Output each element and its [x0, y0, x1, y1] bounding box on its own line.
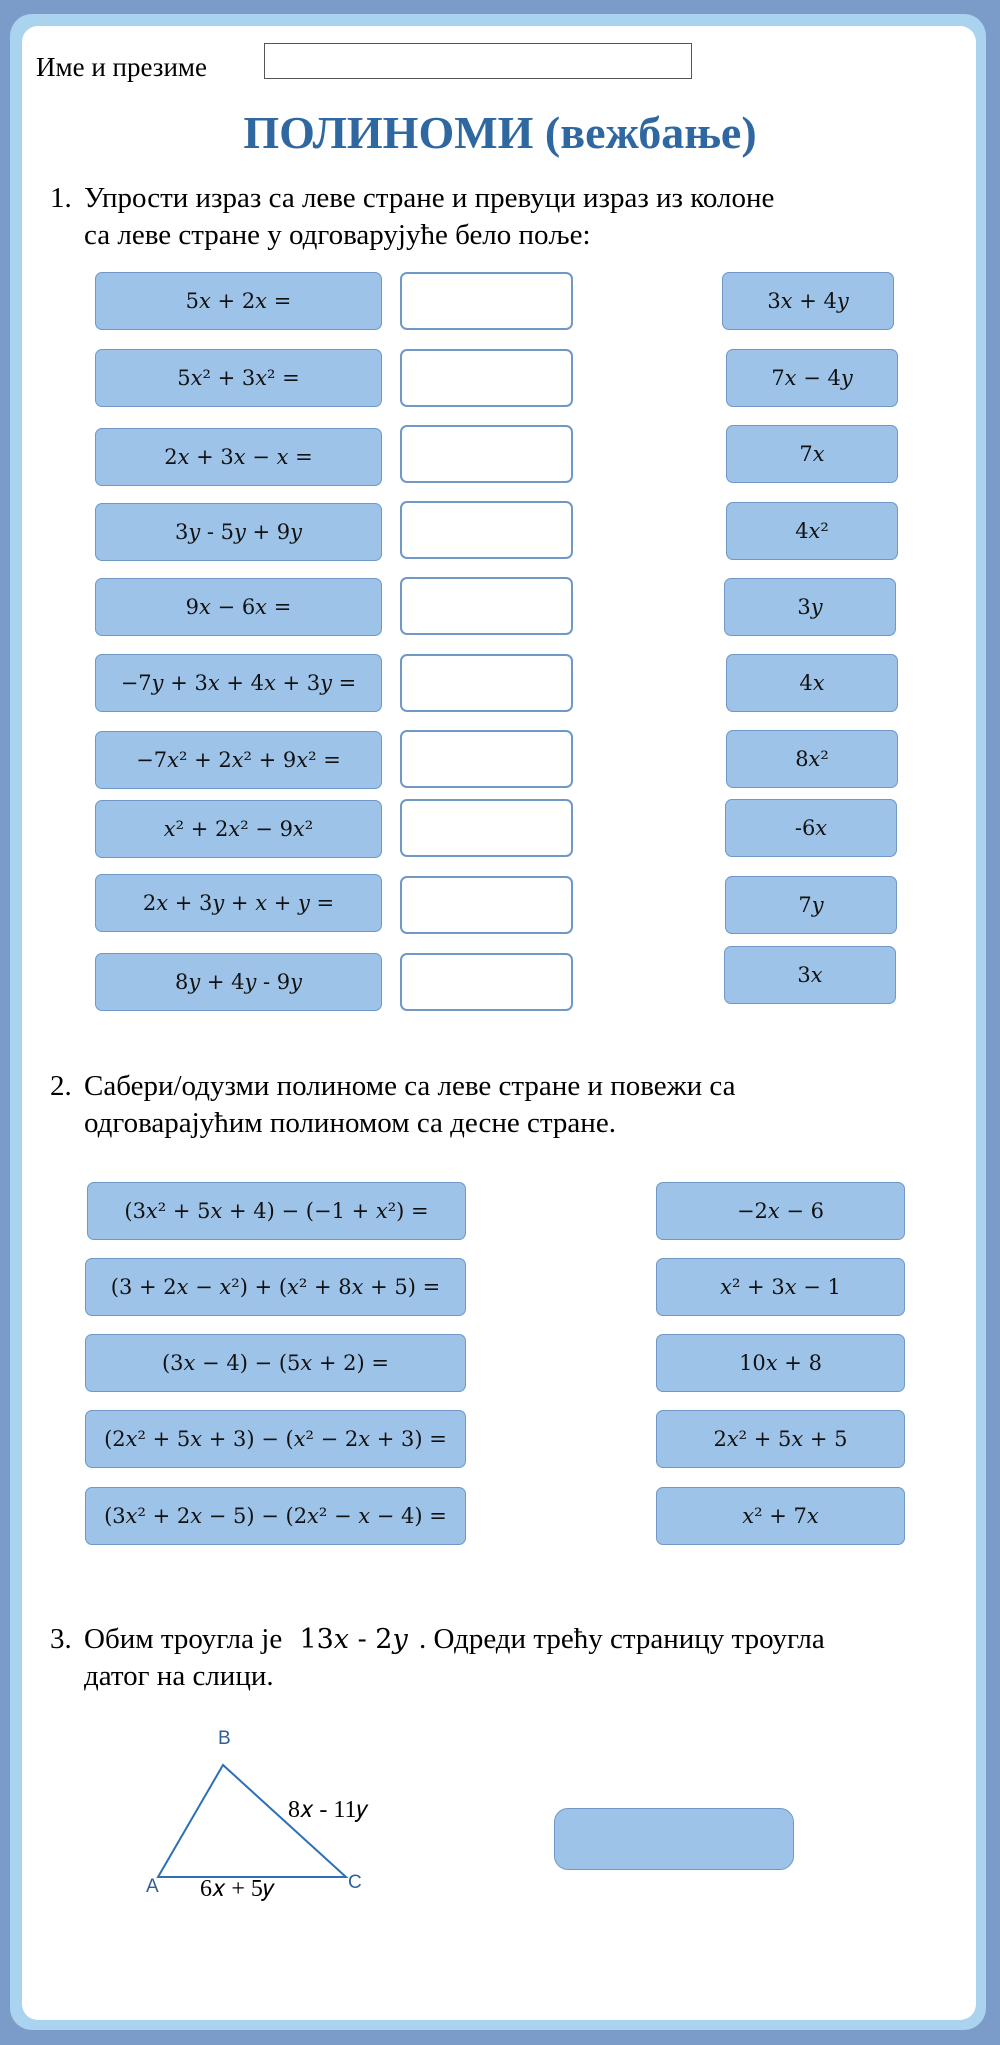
- draggable-answer-tile[interactable]: -6𝑥: [725, 799, 897, 857]
- answer-drop-zone[interactable]: [400, 425, 573, 483]
- side-ac-label: 6𝑥 + 5𝑦: [200, 1876, 275, 1902]
- answer-drop-zone[interactable]: [400, 799, 573, 857]
- task1-expression: −7𝑥² + 2𝑥² + 9𝑥² =: [95, 731, 382, 789]
- task2-line2: одговарајућим полиномом са десне стране.: [84, 1107, 616, 1139]
- name-input[interactable]: [264, 43, 692, 79]
- draggable-answer-tile[interactable]: 4𝑥: [726, 654, 898, 712]
- draggable-answer-tile[interactable]: 8𝑥²: [726, 730, 898, 788]
- task1-expression: 𝑥² + 2𝑥² − 9𝑥²: [95, 800, 382, 858]
- task3-number: 3.: [50, 1623, 72, 1655]
- task1-expression: 3𝑦 - 5𝑦 + 9𝑦: [95, 503, 382, 561]
- answer-drop-zone[interactable]: [400, 730, 573, 788]
- answer-drop-zone[interactable]: [400, 654, 573, 712]
- draggable-answer-tile[interactable]: 3𝑥: [724, 946, 896, 1004]
- task1-expression: 5𝑥 + 2𝑥 =: [95, 272, 382, 330]
- answer-drop-zone[interactable]: [400, 272, 573, 330]
- task1-expression: 8𝑦 + 4𝑦 - 9𝑦: [95, 953, 382, 1011]
- task2-expression[interactable]: (2𝑥² + 5𝑥 + 3) − (𝑥² − 2𝑥 + 3) =: [85, 1410, 466, 1468]
- vertex-a-label: A: [146, 1876, 159, 1897]
- task3-line2: датог на слици.: [84, 1660, 274, 1692]
- name-label: Име и презиме: [36, 52, 207, 82]
- task1-expression: 2𝑥 + 3𝑥 − 𝑥 =: [95, 428, 382, 486]
- task2-answer[interactable]: −2𝑥 − 6: [656, 1182, 905, 1240]
- task2-instructions: [50, 1068, 950, 1148]
- task2-answer[interactable]: 2𝑥² + 5𝑥 + 5: [656, 1410, 905, 1468]
- draggable-answer-tile[interactable]: 4𝑥²: [726, 502, 898, 560]
- task1-line2: са леве стране у одговарујуће бело поље:: [84, 219, 591, 251]
- answer-drop-zone[interactable]: [400, 501, 573, 559]
- answer-drop-zone[interactable]: [400, 876, 573, 934]
- answer-drop-zone[interactable]: [400, 349, 573, 407]
- vertex-b-label: B: [218, 1728, 231, 1749]
- task2-answer[interactable]: 10𝑥 + 8: [656, 1334, 905, 1392]
- task2-expression[interactable]: (3 + 2𝑥 − 𝑥²) + (𝑥² + 8𝑥 + 5) =: [85, 1258, 466, 1316]
- draggable-answer-tile[interactable]: 7𝑥 − 4𝑦: [726, 349, 898, 407]
- third-side-answer-box[interactable]: [554, 1808, 794, 1870]
- task3-instructions: [50, 1621, 950, 1701]
- task1-line1: Упрости израз са леве стране и превуци израз из колоне: [84, 182, 775, 214]
- task1-expression: 2𝑥 + 3𝑦 + 𝑥 + 𝑦 =: [95, 874, 382, 932]
- task3-text-b: . Одреди трећу страницу троугла: [419, 1623, 825, 1655]
- task3-text-a: Обим троугла је: [84, 1623, 283, 1655]
- task2-expression[interactable]: (3𝑥² + 2𝑥 − 5) − (2𝑥² − 𝑥 − 4) =: [85, 1487, 466, 1545]
- draggable-answer-tile[interactable]: 3𝑥 + 4𝑦: [722, 272, 894, 330]
- task1-instructions: [50, 180, 950, 260]
- task2-number: 2.: [50, 1070, 72, 1102]
- draggable-answer-tile[interactable]: 7𝑥: [726, 425, 898, 483]
- task2-line1: Сабери/одузми полиноме са леве стране и повежи са: [84, 1070, 736, 1102]
- task1-number: 1.: [50, 182, 72, 214]
- task3-line1: [84, 1621, 825, 1658]
- task2-expression[interactable]: (3𝑥² + 5𝑥 + 4) − (−1 + 𝑥²) =: [87, 1182, 466, 1240]
- draggable-answer-tile[interactable]: 3𝑦: [724, 578, 896, 636]
- vertex-c-label: C: [348, 1872, 362, 1893]
- task1-expression: 5𝑥² + 3𝑥² =: [95, 349, 382, 407]
- answer-drop-zone[interactable]: [400, 577, 573, 635]
- task2-answer[interactable]: 𝑥² + 7𝑥: [656, 1487, 905, 1545]
- draggable-answer-tile[interactable]: 7𝑦: [725, 876, 897, 934]
- task2-answer[interactable]: 𝑥² + 3𝑥 − 1: [656, 1258, 905, 1316]
- side-bc-label: 8𝑥 - 11𝑦: [288, 1797, 368, 1823]
- task1-expression: 9𝑥 − 6𝑥 =: [95, 578, 382, 636]
- answer-drop-zone[interactable]: [400, 953, 573, 1011]
- perimeter-value: 13𝑥 - 2𝑦: [299, 1624, 408, 1655]
- task2-expression[interactable]: (3𝑥 − 4) − (5𝑥 + 2) =: [85, 1334, 466, 1392]
- page-title: ПОЛИНОМИ (вежбање): [243, 107, 757, 158]
- task1-expression: −7𝑦 + 3𝑥 + 4𝑥 + 3𝑦 =: [95, 654, 382, 712]
